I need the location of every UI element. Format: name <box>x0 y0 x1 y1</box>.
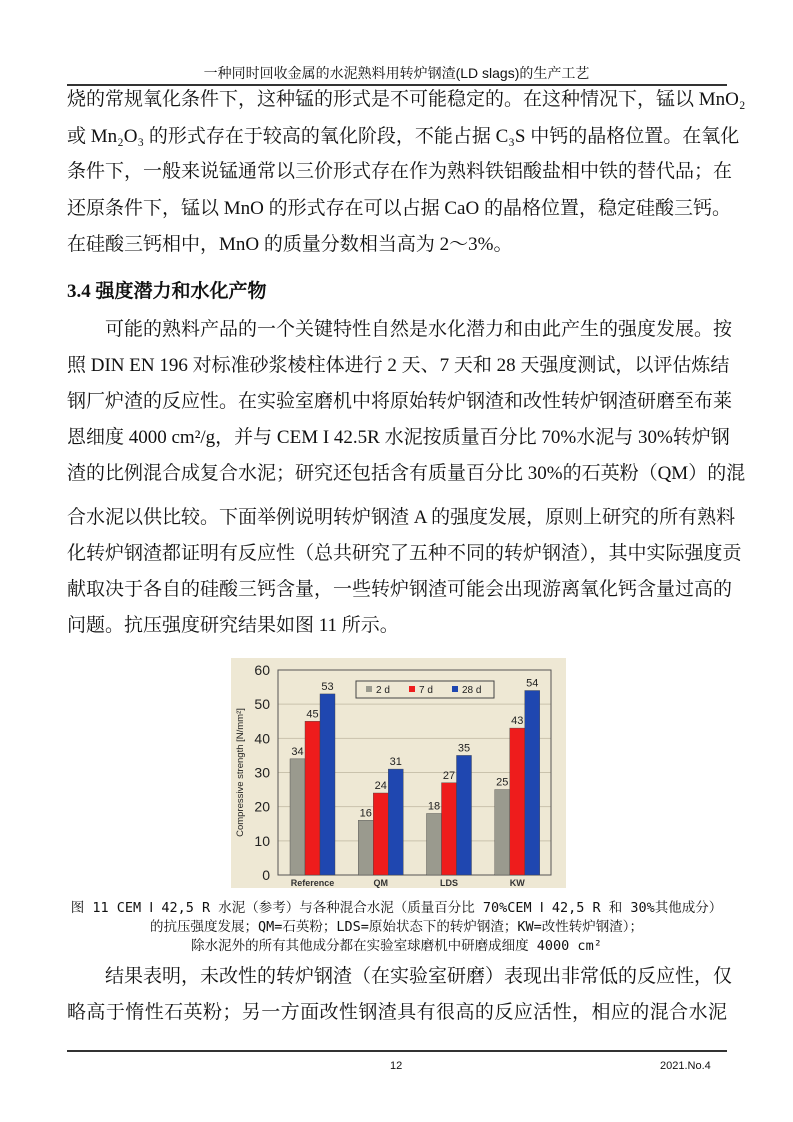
x-tick-label: Reference <box>290 878 335 888</box>
text-line: 化转炉钢渣都证明有反应性（总共研究了五种不同的转炉钢渣），其中实际强度贡 <box>67 543 742 564</box>
bar-7d-Reference <box>305 721 320 875</box>
data-label: 27 <box>442 769 456 782</box>
bar-2d-Reference <box>290 759 305 875</box>
text-line: 献取决于各自的硅酸三钙含量，一些转炉钢渣可能会出现游离氧化钙含量过高的 <box>67 579 733 600</box>
data-label: 24 <box>374 780 387 792</box>
text-line: 照 DIN EN 196 对标准砂浆棱柱体进行 2 天、7 天和 28 天强度测试，以评估炼结 <box>67 355 730 376</box>
legend-swatch <box>452 686 458 692</box>
x-tick-label: KW <box>509 878 525 888</box>
caption-line: 除水泥外的所有其他成分都在实验室球磨机中研磨成细度 4000 cm² <box>191 938 602 954</box>
y-axis-label: Compressive strength [N/mm²] <box>235 708 246 837</box>
text-line: 钢厂炉渣的反应性。在实验室磨机中将原始转炉钢渣和改性转炉钢渣研磨至布莱 <box>67 391 733 412</box>
text-line: 在硅酸三钙相中，MnO 的质量分数相当高为 2～3%。 <box>67 234 513 255</box>
y-tick-label: 40 <box>254 730 270 747</box>
bar-7d-QM <box>373 793 388 875</box>
x-tick-label: LDS <box>440 878 458 888</box>
text-line: 问题。抗压强度研究结果如图 11 所示。 <box>67 615 399 636</box>
issue-label: 2021.No.4 <box>660 1060 711 1072</box>
bar-28d-KW <box>525 691 540 876</box>
legend-swatch <box>409 686 415 692</box>
bar-28d-Reference <box>320 694 335 875</box>
text-line: 条件下，一般来说锰通常以三价形式存在作为熟料铁铝酸盐相中铁的替代品；在 <box>67 161 733 182</box>
bar-7d-LDS <box>442 783 457 875</box>
y-tick-label: 10 <box>254 832 270 849</box>
text-line: 还原条件下，锰以 MnO 的形式存在可以占据 CaO 的晶格位置，稳定硅酸三钙。 <box>67 198 731 219</box>
bar-2d-QM <box>358 820 373 875</box>
data-label: 54 <box>526 677 539 690</box>
bar-28d-QM <box>388 769 403 875</box>
text-line: 合水泥以供比较。下面举例说明转炉钢渣 A 的强度发展，原则上研究的所有熟料 <box>67 507 736 528</box>
bar-28d-LDS <box>457 755 472 875</box>
y-tick-label: 50 <box>254 696 270 713</box>
bar-7d-KW <box>510 728 525 875</box>
text-line: 渣的比例混合成复合水泥；研究还包括含有质量百分比 30%的石英粉（QM）的混 <box>67 463 746 484</box>
legend-entry: 7 d <box>419 685 433 696</box>
text-line: 恩细度 4000 cm²/g，并与 CEM I 42.5R 水泥按质量百分比 70%水泥与 30%转炉钢 <box>67 427 730 448</box>
text-line: 烧的常规氧化条件下，这种锰的形式是不可能稳定的。在这种情况下，锰以 MnO₂ <box>67 89 746 110</box>
data-label: 53 <box>321 680 334 693</box>
footer-rule <box>67 1050 727 1052</box>
y-tick-label: 30 <box>254 764 270 781</box>
text-line: 可能的熟料产品的一个关键特性自然是水化潜力和由此产生的强度发展。按 <box>67 319 733 340</box>
figure-11-chart <box>231 658 566 888</box>
data-label: 43 <box>511 715 524 728</box>
data-label: 31 <box>389 756 402 769</box>
data-label: 16 <box>359 807 372 820</box>
text-line: 或 Mn₂O₃ 的形式存在于较高的氧化阶段，不能占据 C₃S 中钙的晶格位置。在氧化 <box>67 126 740 147</box>
y-tick-label: 0 <box>262 867 270 883</box>
caption-line: 图 11 CEM Ⅰ 42,5 R 水泥（参考）与各种混合水泥（质量百分比 70%CEM Ⅰ 42,5 R 和 30%其他成分） <box>70 900 723 916</box>
legend-entry: 2 d <box>376 685 390 696</box>
text-line: 结果表明，未改性的转炉钢渣（在实验室研磨）表现出非常低的反应性，仅 <box>67 966 733 987</box>
data-label: 35 <box>457 742 471 755</box>
y-tick-label: 60 <box>254 662 270 678</box>
x-tick-label: QM <box>373 878 388 888</box>
running-header: 一种同时回收金属的水泥熟料用转炉钢渣(LD slags)的生产工艺 <box>203 65 590 81</box>
data-label: 45 <box>306 708 319 721</box>
bar-2d-KW <box>495 790 510 875</box>
bar-2d-LDS <box>427 814 442 876</box>
data-label: 25 <box>496 776 509 789</box>
legend-entry: 28 d <box>462 685 482 696</box>
legend-swatch <box>366 686 372 692</box>
section-heading: 3.4 强度潜力和水化产物 <box>67 281 267 302</box>
y-tick-label: 20 <box>254 798 270 815</box>
bar-chart <box>231 658 566 888</box>
data-label: 18 <box>427 800 441 813</box>
caption-line: 的抗压强度发展；QM=石英粉；LDS=原始状态下的转炉钢渣；KW=改性转炉钢渣）； <box>149 919 644 935</box>
text-line: 略高于惰性石英粉；另一方面改性钢渣具有很高的反应活性，相应的混合水泥 <box>67 1002 727 1023</box>
page-number: 12 <box>390 1060 403 1072</box>
data-label: 34 <box>291 745 304 758</box>
header-rule <box>67 84 727 86</box>
